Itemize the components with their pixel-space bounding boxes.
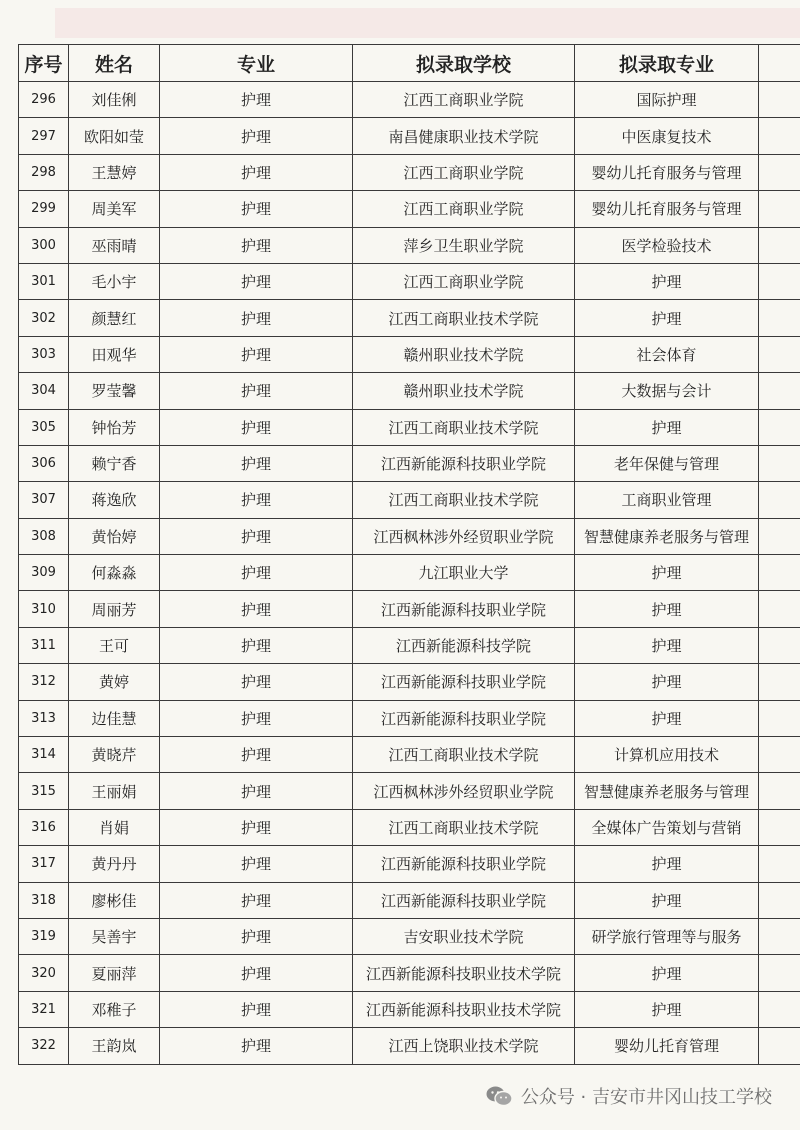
table-row [19,118,800,154]
cell-major: 护理 [160,555,353,591]
cell-seq: 296 [19,82,69,118]
cell-school: 江西工商职业学院 [353,154,575,190]
cell-name: 黄晓芹 [69,737,160,773]
table-row [19,154,800,190]
cell-school: 江西新能源科技职业学院 [353,700,575,736]
cell-major: 护理 [160,846,353,882]
cell-overflow-column [759,737,800,773]
cell-name: 夏丽萍 [69,955,160,991]
cell-seq: 309 [19,555,69,591]
cell-school: 江西工商职业技术学院 [353,300,575,336]
cell-school: 南昌健康职业技术学院 [353,118,575,154]
cell-name: 肖娟 [69,809,160,845]
cell-target-major: 护理 [575,409,759,445]
table-row [19,846,800,882]
cell-school: 江西枫林涉外经贸职业学院 [353,518,575,554]
cell-overflow-column [759,955,800,991]
watermark [485,1083,772,1109]
cell-seq: 307 [19,482,69,518]
cell-target-major: 全媒体广告策划与营销 [575,809,759,845]
table-row [19,1028,800,1064]
cell-seq: 297 [19,118,69,154]
cell-overflow-column [759,373,800,409]
cell-major: 护理 [160,518,353,554]
cell-school: 江西工商职业学院 [353,82,575,118]
cell-overflow-column [759,664,800,700]
cell-seq: 308 [19,518,69,554]
cell-overflow-column [759,773,800,809]
table-row [19,882,800,918]
cell-major: 护理 [160,300,353,336]
table-row [19,445,800,481]
cell-overflow-column [759,445,800,481]
cell-major: 护理 [160,118,353,154]
cell-school: 江西新能源科技职业技术学院 [353,991,575,1027]
cell-target-major: 护理 [575,955,759,991]
cell-target-major: 医学检验技术 [575,227,759,263]
cell-overflow-column [759,263,800,299]
cell-school: 江西工商职业学院 [353,191,575,227]
cell-major: 护理 [160,955,353,991]
cell-target-major: 护理 [575,555,759,591]
table-row [19,773,800,809]
cell-overflow-column [759,627,800,663]
cell-seq: 305 [19,409,69,445]
cell-target-major: 护理 [575,664,759,700]
cell-name: 周丽芳 [69,591,160,627]
cell-overflow-column [759,846,800,882]
cell-school: 江西新能源科技职业学院 [353,445,575,481]
cell-target-major: 计算机应用技术 [575,737,759,773]
cell-overflow-column [759,555,800,591]
cell-major: 护理 [160,773,353,809]
cell-major: 护理 [160,191,353,227]
cell-school: 江西新能源科技职业学院 [353,882,575,918]
cell-seq: 314 [19,737,69,773]
table-header-row [19,45,800,82]
table-row [19,737,800,773]
cell-name: 黄婷 [69,664,160,700]
table-row [19,809,800,845]
cell-school: 江西新能源科技职业学院 [353,664,575,700]
table-body [19,82,800,1065]
cell-name: 田观华 [69,336,160,372]
cell-target-major: 婴幼儿托育服务与管理 [575,191,759,227]
cell-name: 王韵岚 [69,1028,160,1064]
cell-overflow-column [759,191,800,227]
table-row [19,482,800,518]
table-row [19,82,800,118]
cell-overflow-column [759,991,800,1027]
cell-name: 邓稚子 [69,991,160,1027]
cell-major: 护理 [160,809,353,845]
table-row [19,300,800,336]
cell-major: 护理 [160,700,353,736]
cell-name: 罗莹馨 [69,373,160,409]
cell-name: 王丽娟 [69,773,160,809]
cell-seq: 319 [19,918,69,954]
cell-target-major: 工商职业管理 [575,482,759,518]
table-row [19,955,800,991]
header-seq: 序号 [19,45,69,82]
cell-target-major: 大数据与会计 [575,373,759,409]
cell-name: 王可 [69,627,160,663]
cell-major: 护理 [160,591,353,627]
cell-major: 护理 [160,482,353,518]
header-name: 姓名 [69,45,160,82]
cell-name: 何淼淼 [69,555,160,591]
cell-major: 护理 [160,82,353,118]
table-row [19,664,800,700]
cell-seq: 300 [19,227,69,263]
cell-name: 赖宁香 [69,445,160,481]
table-row [19,700,800,736]
cell-name: 欧阳如莹 [69,118,160,154]
cell-seq: 315 [19,773,69,809]
cell-seq: 312 [19,664,69,700]
cell-target-major: 护理 [575,846,759,882]
cell-target-major: 研学旅行管理等与服务 [575,918,759,954]
cell-target-major: 国际护理 [575,82,759,118]
cell-seq: 304 [19,373,69,409]
cell-target-major: 护理 [575,300,759,336]
cell-school: 江西新能源科技学院 [353,627,575,663]
cell-seq: 301 [19,263,69,299]
cell-school: 江西枫林涉外经贸职业学院 [353,773,575,809]
cell-seq: 306 [19,445,69,481]
cell-overflow-column [759,118,800,154]
cell-name: 蒋逸欣 [69,482,160,518]
cell-school: 江西工商职业技术学院 [353,809,575,845]
table-row [19,591,800,627]
cell-seq: 303 [19,336,69,372]
table-row [19,409,800,445]
cell-school: 江西新能源科技职业技术学院 [353,955,575,991]
cell-overflow-column [759,300,800,336]
cell-seq: 299 [19,191,69,227]
cell-name: 刘佳俐 [69,82,160,118]
cell-overflow-column [759,482,800,518]
cell-seq: 320 [19,955,69,991]
table-row [19,191,800,227]
cell-target-major: 护理 [575,700,759,736]
cell-school: 萍乡卫生职业学院 [353,227,575,263]
cell-seq: 318 [19,882,69,918]
cell-major: 护理 [160,918,353,954]
cell-target-major: 护理 [575,882,759,918]
cell-school: 江西工商职业技术学院 [353,409,575,445]
cell-overflow-column [759,82,800,118]
cell-name: 周美军 [69,191,160,227]
wechat-icon [485,1085,513,1107]
cell-seq: 298 [19,154,69,190]
cell-school: 江西工商职业学院 [353,263,575,299]
cell-major: 护理 [160,1028,353,1064]
table-row [19,227,800,263]
cell-overflow-column [759,518,800,554]
cell-seq: 302 [19,300,69,336]
cell-name: 巫雨晴 [69,227,160,263]
cell-seq: 322 [19,1028,69,1064]
cell-seq: 321 [19,991,69,1027]
header-school: 拟录取学校 [353,45,575,82]
table-row [19,918,800,954]
admission-table [18,44,800,1065]
header-overflow-column [759,45,800,82]
cell-target-major: 护理 [575,591,759,627]
cell-school: 江西新能源科技职业学院 [353,591,575,627]
cell-name: 边佳慧 [69,700,160,736]
table-row [19,336,800,372]
header-major: 专业 [160,45,353,82]
cell-seq: 316 [19,809,69,845]
cell-overflow-column [759,336,800,372]
cell-school: 江西工商职业技术学院 [353,482,575,518]
cell-target-major: 婴幼儿托育管理 [575,1028,759,1064]
cell-name: 颜慧红 [69,300,160,336]
cell-name: 黄丹丹 [69,846,160,882]
cell-overflow-column [759,227,800,263]
cell-seq: 317 [19,846,69,882]
cell-name: 钟怡芳 [69,409,160,445]
cell-major: 护理 [160,991,353,1027]
cell-seq: 311 [19,627,69,663]
cell-target-major: 社会体育 [575,336,759,372]
cell-overflow-column [759,700,800,736]
cell-name: 王慧婷 [69,154,160,190]
cell-school: 江西新能源科技职业学院 [353,846,575,882]
page-top-band [55,8,800,38]
table-row [19,555,800,591]
cell-major: 护理 [160,737,353,773]
cell-name: 廖彬佳 [69,882,160,918]
cell-school: 赣州职业技术学院 [353,336,575,372]
cell-school: 吉安职业技术学院 [353,918,575,954]
cell-target-major: 护理 [575,263,759,299]
cell-target-major: 婴幼儿托育服务与管理 [575,154,759,190]
cell-major: 护理 [160,227,353,263]
cell-major: 护理 [160,373,353,409]
cell-overflow-column [759,591,800,627]
table-row [19,991,800,1027]
cell-major: 护理 [160,445,353,481]
cell-name: 毛小宇 [69,263,160,299]
cell-major: 护理 [160,882,353,918]
table-row [19,263,800,299]
cell-overflow-column [759,809,800,845]
cell-major: 护理 [160,154,353,190]
cell-target-major: 中医康复技术 [575,118,759,154]
cell-overflow-column [759,409,800,445]
table-row [19,373,800,409]
cell-school: 江西上饶职业技术学院 [353,1028,575,1064]
cell-school: 九江职业大学 [353,555,575,591]
cell-name: 吴善宇 [69,918,160,954]
cell-overflow-column [759,154,800,190]
cell-major: 护理 [160,409,353,445]
cell-major: 护理 [160,263,353,299]
cell-target-major: 智慧健康养老服务与管理 [575,518,759,554]
cell-target-major: 护理 [575,991,759,1027]
cell-major: 护理 [160,336,353,372]
table-row [19,518,800,554]
cell-major: 护理 [160,664,353,700]
cell-school: 赣州职业技术学院 [353,373,575,409]
table-row [19,627,800,663]
cell-name: 黄怡婷 [69,518,160,554]
cell-seq: 310 [19,591,69,627]
cell-school: 江西工商职业技术学院 [353,737,575,773]
cell-major: 护理 [160,627,353,663]
cell-overflow-column [759,882,800,918]
cell-target-major: 智慧健康养老服务与管理 [575,773,759,809]
header-target-major: 拟录取专业 [575,45,759,82]
cell-seq: 313 [19,700,69,736]
watermark-text: 公众号 · 吉安市井冈山技工学校 [520,1087,772,1108]
cell-overflow-column [759,1028,800,1064]
cell-target-major: 护理 [575,627,759,663]
cell-target-major: 老年保健与管理 [575,445,759,481]
cell-overflow-column [759,918,800,954]
